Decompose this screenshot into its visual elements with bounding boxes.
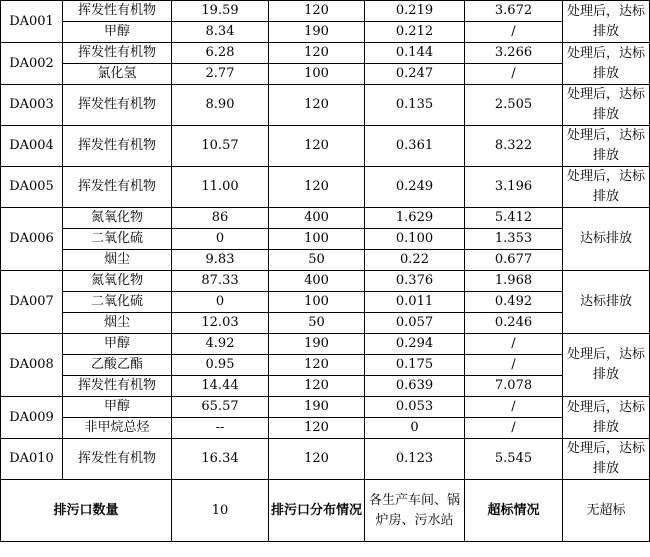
concentration-cell: 12.03 <box>172 313 269 334</box>
pollutant-cell: 甲醇 <box>63 397 172 418</box>
exceed-factor-cell: 5.545 <box>465 439 563 480</box>
exceed-factor-cell: 1.968 <box>465 271 563 292</box>
outlet-id-cell: DA003 <box>1 85 63 126</box>
table-row <box>1 334 650 355</box>
conclusion-cell: 达标排放 <box>563 271 650 334</box>
concentration-cell: 86 <box>172 208 269 229</box>
exceed-factor-cell: 5.412 <box>465 208 563 229</box>
limit-cell: 120 <box>269 167 365 208</box>
table-row <box>1 22 650 43</box>
limit-cell: 120 <box>269 355 365 376</box>
exceed-factor-cell: 2.505 <box>465 85 563 126</box>
exceed-factor-cell: 7.078 <box>465 376 563 397</box>
concentration-cell: 19.59 <box>172 1 269 22</box>
limit-cell: 190 <box>269 397 365 418</box>
emission-rate-cell: 0.057 <box>365 313 465 334</box>
limit-cell: 50 <box>269 250 365 271</box>
concentration-cell: 8.34 <box>172 22 269 43</box>
pollutant-cell: 挥发性有机物 <box>63 126 172 167</box>
pollutant-cell: 氯化氢 <box>63 64 172 85</box>
pollutant-cell: 挥发性有机物 <box>63 167 172 208</box>
emission-rate-cell: 0.376 <box>365 271 465 292</box>
concentration-cell: 10.57 <box>172 126 269 167</box>
exceed-factor-cell: / <box>465 397 563 418</box>
conclusion-cell: 处理后，达标排放 <box>563 43 650 85</box>
emission-rate-cell: 0.053 <box>365 397 465 418</box>
conclusion-cell: 达标排放 <box>563 208 650 271</box>
outlet-id-cell: DA008 <box>1 334 63 397</box>
pollutant-cell: 挥发性有机物 <box>63 1 172 22</box>
table-row <box>1 313 650 334</box>
pollutant-cell: 挥发性有机物 <box>63 43 172 64</box>
limit-cell: 120 <box>269 1 365 22</box>
exceed-factor-cell: / <box>465 334 563 355</box>
exceed-factor-cell: / <box>465 418 563 439</box>
conclusion-cell: 处理后，达标排放 <box>563 334 650 397</box>
pollutant-cell: 非甲烷总烃 <box>63 418 172 439</box>
emission-rate-cell: 0.100 <box>365 229 465 250</box>
table-row <box>1 64 650 85</box>
concentration-cell: -- <box>172 418 269 439</box>
exceed-factor-cell: 1.353 <box>465 229 563 250</box>
summary-row <box>1 480 650 542</box>
pollutant-cell: 氮氧化物 <box>63 208 172 229</box>
pollutant-cell: 甲醇 <box>63 22 172 43</box>
outlet-id-cell: DA007 <box>1 271 63 334</box>
outlet-id-cell: DA001 <box>1 1 63 43</box>
limit-cell: 190 <box>269 334 365 355</box>
outlet-id-cell: DA009 <box>1 397 63 439</box>
exceed-factor-cell: 3.196 <box>465 167 563 208</box>
table-row <box>1 208 650 229</box>
concentration-cell: 65.57 <box>172 397 269 418</box>
emission-rate-cell: 0.361 <box>365 126 465 167</box>
concentration-cell: 6.28 <box>172 43 269 64</box>
concentration-cell: 0 <box>172 229 269 250</box>
limit-cell: 120 <box>269 439 365 480</box>
emission-rate-cell: 0.135 <box>365 85 465 126</box>
conclusion-cell: 处理后，达标排放 <box>563 167 650 208</box>
table-row <box>1 271 650 292</box>
limit-cell: 120 <box>269 126 365 167</box>
pollutant-cell: 二氧化硫 <box>63 292 172 313</box>
emission-rate-cell: 0.249 <box>365 167 465 208</box>
table-row <box>1 376 650 397</box>
conclusion-cell: 处理后，达标排放 <box>563 1 650 43</box>
emission-rate-cell: 0.22 <box>365 250 465 271</box>
table-row <box>1 418 650 439</box>
emission-rate-cell: 0.294 <box>365 334 465 355</box>
concentration-cell: 11.00 <box>172 167 269 208</box>
pollutant-cell: 氮氧化物 <box>63 271 172 292</box>
exceed-factor-cell: 0.246 <box>465 313 563 334</box>
limit-cell: 190 <box>269 22 365 43</box>
limit-cell: 50 <box>269 313 365 334</box>
pollutant-cell: 挥发性有机物 <box>63 376 172 397</box>
outlet-id-cell: DA010 <box>1 439 63 480</box>
limit-cell: 100 <box>269 229 365 250</box>
table-row <box>1 250 650 271</box>
distribution-label: 排污口分布情况 <box>269 480 365 542</box>
table-row <box>1 43 650 64</box>
emission-rate-cell: 0.212 <box>365 22 465 43</box>
pollutant-cell: 甲醇 <box>63 334 172 355</box>
conclusion-cell: 处理后，达标排放 <box>563 85 650 126</box>
limit-cell: 120 <box>269 85 365 126</box>
concentration-cell: 0 <box>172 292 269 313</box>
limit-cell: 100 <box>269 64 365 85</box>
table-row <box>1 126 650 167</box>
outlet-count-value: 10 <box>172 480 269 542</box>
concentration-cell: 0.95 <box>172 355 269 376</box>
emission-rate-cell: 0.175 <box>365 355 465 376</box>
concentration-cell: 16.34 <box>172 439 269 480</box>
exceed-factor-cell: 3.266 <box>465 43 563 64</box>
concentration-cell: 9.83 <box>172 250 269 271</box>
outlet-id-cell: DA005 <box>1 167 63 208</box>
exceed-status-label: 超标情况 <box>465 480 563 542</box>
pollutant-cell: 烟尘 <box>63 250 172 271</box>
table-row <box>1 1 650 22</box>
table-row <box>1 229 650 250</box>
emission-rate-cell: 0.247 <box>365 64 465 85</box>
limit-cell: 400 <box>269 208 365 229</box>
exceed-factor-cell: / <box>465 355 563 376</box>
pollutant-cell: 挥发性有机物 <box>63 439 172 480</box>
limit-cell: 100 <box>269 292 365 313</box>
limit-cell: 120 <box>269 418 365 439</box>
emission-rate-cell: 0.639 <box>365 376 465 397</box>
emission-rate-cell: 0.144 <box>365 43 465 64</box>
concentration-cell: 87.33 <box>172 271 269 292</box>
table-row <box>1 167 650 208</box>
emission-rate-cell: 0.219 <box>365 1 465 22</box>
table-row <box>1 292 650 313</box>
emission-rate-cell: 0.123 <box>365 439 465 480</box>
conclusion-cell: 处理后，达标排放 <box>563 397 650 439</box>
limit-cell: 120 <box>269 43 365 64</box>
conclusion-cell: 处理后，达标排放 <box>563 126 650 167</box>
emission-rate-cell: 0 <box>365 418 465 439</box>
emission-table-body <box>1 1 650 542</box>
limit-cell: 120 <box>269 376 365 397</box>
exceed-factor-cell: / <box>465 22 563 43</box>
pollutant-cell: 乙酸乙酯 <box>63 355 172 376</box>
pollutant-cell: 烟尘 <box>63 313 172 334</box>
concentration-cell: 14.44 <box>172 376 269 397</box>
emission-rate-cell: 1.629 <box>365 208 465 229</box>
exceed-factor-cell: / <box>465 64 563 85</box>
outlet-id-cell: DA006 <box>1 208 63 271</box>
concentration-cell: 8.90 <box>172 85 269 126</box>
exceed-factor-cell: 3.672 <box>465 1 563 22</box>
concentration-cell: 4.92 <box>172 334 269 355</box>
pollutant-cell: 挥发性有机物 <box>63 85 172 126</box>
outlet-id-cell: DA002 <box>1 43 63 85</box>
exceed-factor-cell: 0.492 <box>465 292 563 313</box>
table-row <box>1 397 650 418</box>
table-row <box>1 355 650 376</box>
pollutant-cell: 二氧化硫 <box>63 229 172 250</box>
outlet-count-label: 排污口数量 <box>1 480 172 542</box>
outlet-id-cell: DA004 <box>1 126 63 167</box>
exceed-factor-cell: 0.677 <box>465 250 563 271</box>
conclusion-cell: 处理后，达标排放 <box>563 439 650 480</box>
exceed-status-value: 无超标 <box>563 480 650 542</box>
emission-rate-cell: 0.011 <box>365 292 465 313</box>
exceed-factor-cell: 8.322 <box>465 126 563 167</box>
distribution-value: 各生产车间、锅炉房、污水站 <box>365 480 465 542</box>
limit-cell: 400 <box>269 271 365 292</box>
concentration-cell: 2.77 <box>172 64 269 85</box>
table-row <box>1 85 650 126</box>
table-row <box>1 439 650 480</box>
